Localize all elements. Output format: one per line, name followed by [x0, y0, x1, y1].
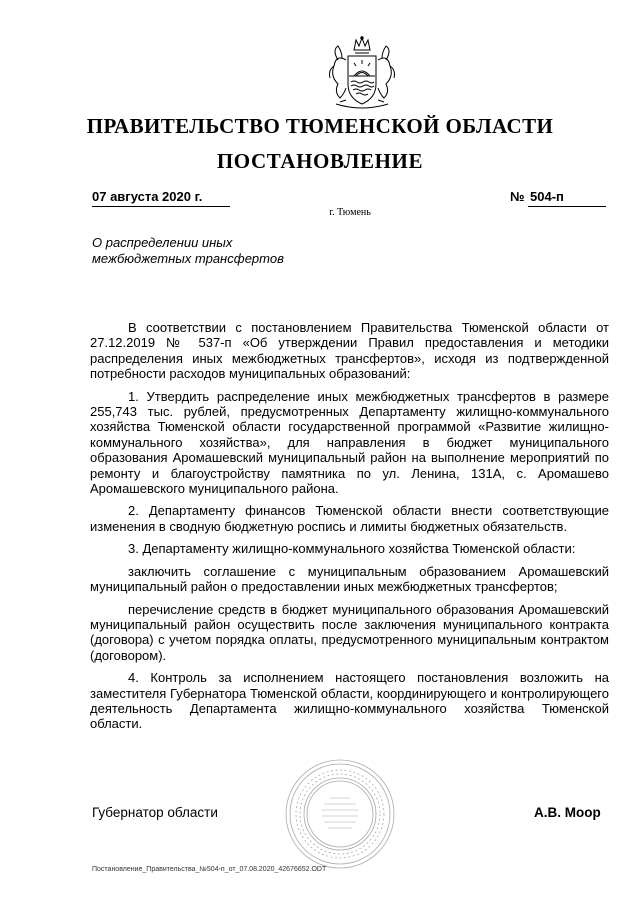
body-paragraph: перечисление средств в бюджет муниципального образования Аромашевский муниципальный район осуществить после заключения муниципального контракта (договора) с учетом порядка оплаты, предусмотренного муниципальным контрактом (договором). — [90, 601, 609, 663]
body-paragraph: 4. Контроль за исполнением настоящего постановления возложить на заместителя Губернатора Тюменской области, координирующего и контролирующего деятельность Департамента жилищно-коммунального хозяйства Тюменской области. — [90, 670, 609, 732]
subject-line: О распределении иных — [92, 235, 233, 250]
body-paragraph: 2. Департаменту финансов Тюменской области внести соответствующие изменения в сводную бюджетную роспись и лимиты бюджетных обязательств. — [90, 503, 609, 534]
footer-filename: Постановление_Правительства_№504-п_от_07.08.2020_42676652.ODT — [92, 866, 327, 873]
tyumen-coat-of-arms-icon — [316, 36, 408, 112]
government-title: ПРАВИТЕЛЬСТВО ТЮМЕНСКОЙ ОБЛАСТИ — [86, 114, 554, 138]
document-body — [90, 320, 609, 739]
body-paragraph: 3. Департаменту жилищно-коммунального хозяйства Тюменской области: — [128, 541, 576, 557]
document-city: г. Тюмень — [329, 207, 371, 218]
document-date: 07 августа 2020 г. — [92, 189, 230, 207]
number-sign: № — [510, 189, 525, 204]
body-paragraph: В соответствии с постановлением Правительства Тюменской области от 27.12.2019 № 537-п «Об утверждении Правил предоставления и методики распределения иных межбюджетных трансфертов», исходя из подтвержденной потребности расходов муниципальных образований: — [90, 320, 609, 382]
document-type-title: ПОСТАНОВЛЕНИЕ — [216, 149, 424, 173]
signatory-name: А.В. Моор — [534, 805, 601, 820]
document-subject — [92, 235, 332, 267]
body-paragraph: 1. Утвердить распределение иных межбюджетных трансфертов в размере 255,743 тыс. рублей, предусмотренных Департаменту жилищно-коммунального хозяйства Тюменской области государственной программой «Развитие жилищно-коммунального хозяйства», для направления в бюджет муниципального образования Аромашевский муниципальный район на выполнение мероприятий по ремонту и благоустройству памятника по ул. Ленина, 131А, с. Аромашево Аромашевского муниципального района. — [90, 388, 609, 497]
signatory-title: Губернатор области — [92, 805, 218, 820]
subject-line: межбюджетных трансфертов — [92, 251, 284, 266]
document-number: 504-п — [528, 189, 606, 207]
body-paragraph: заключить соглашение с муниципальным образованием Аромашевский муниципальный район о предоставлении иных межбюджетных трансфертов; — [90, 563, 609, 595]
official-seal-stamp-icon — [284, 758, 396, 870]
